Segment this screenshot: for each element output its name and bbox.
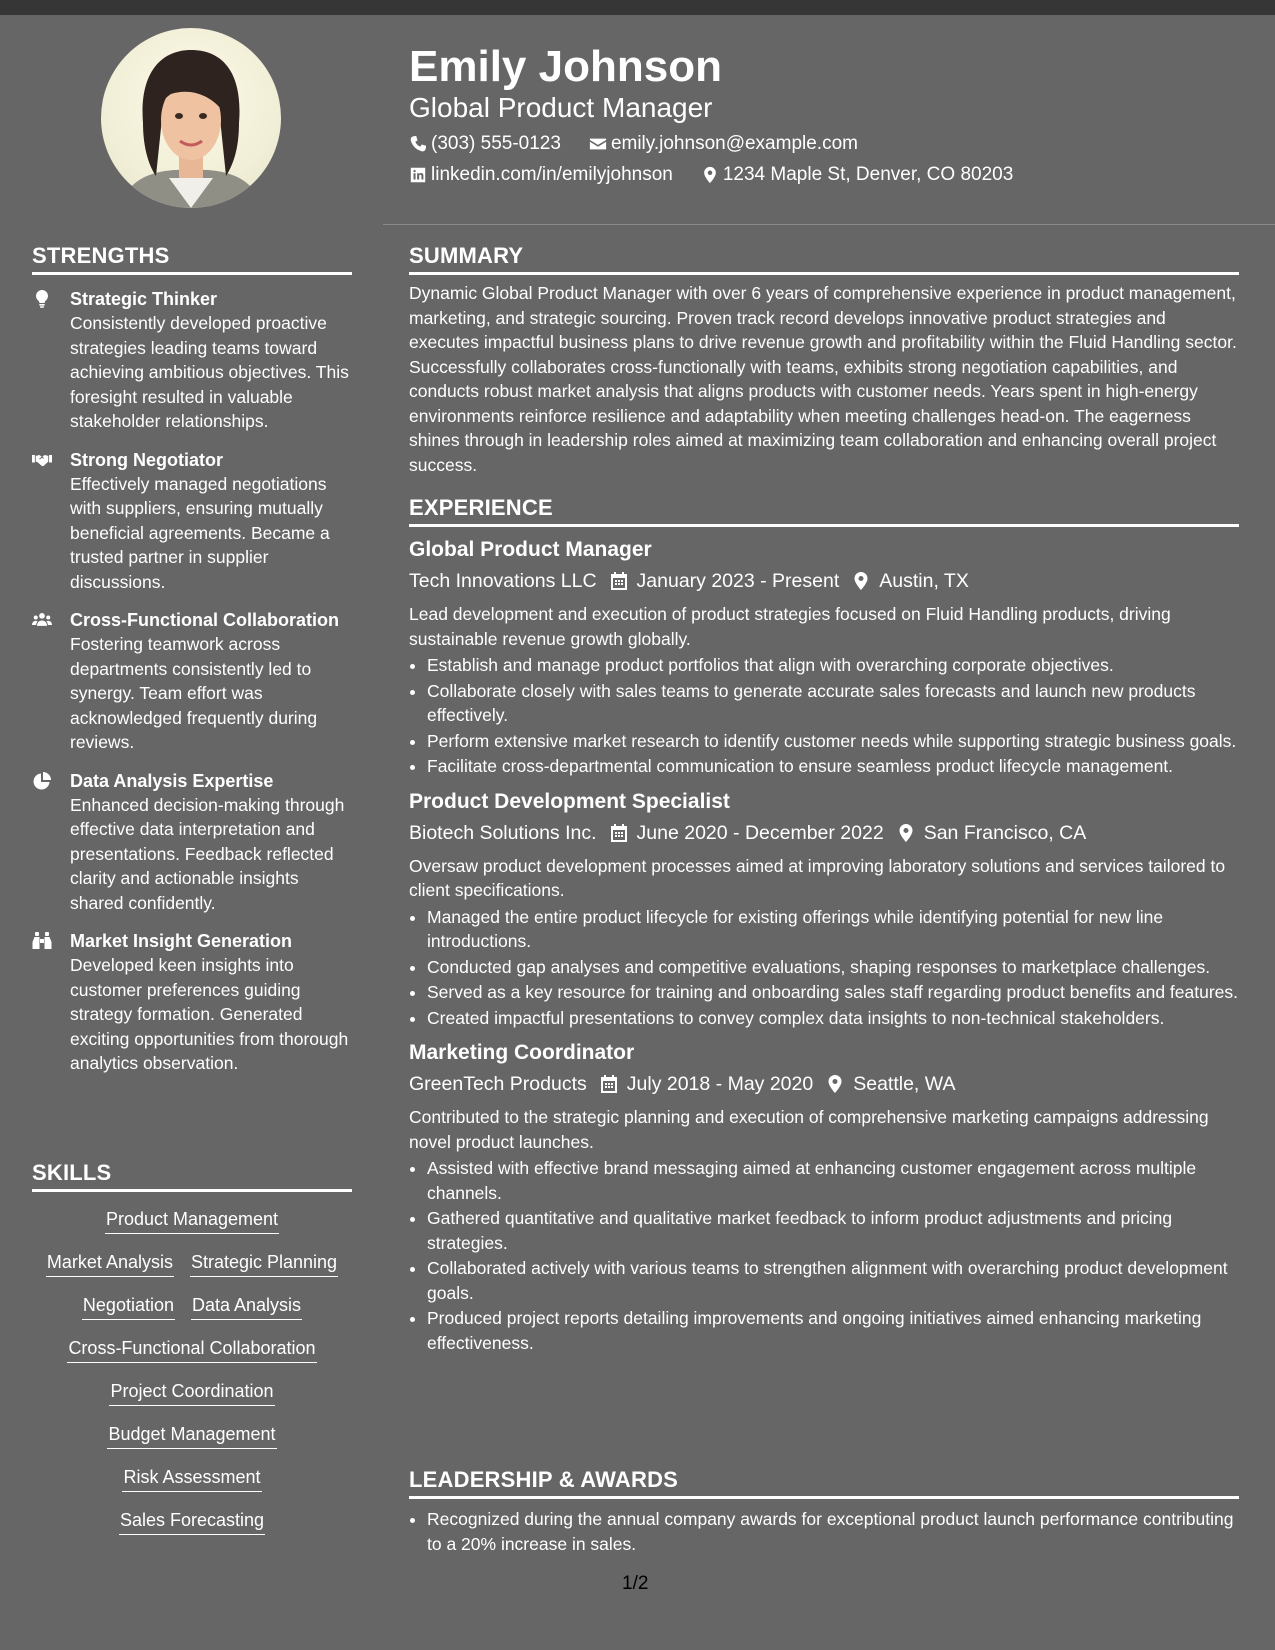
map-pin-icon bbox=[701, 166, 719, 184]
skill-tag: Sales Forecasting bbox=[119, 1507, 265, 1535]
job-dates: June 2020 - December 2022 bbox=[636, 821, 884, 844]
job-description: Contributed to the strategic planning and execution of comprehensive marketing campaigns addressing novel product launches. bbox=[409, 1107, 1209, 1152]
left-column bbox=[0, 15, 383, 1650]
job-meta bbox=[409, 1069, 1239, 1099]
strength-title: Cross-Functional Collaboration bbox=[70, 610, 340, 630]
calendar-icon bbox=[609, 823, 629, 843]
skill-tag: Data Analysis bbox=[191, 1292, 302, 1320]
strength-item bbox=[32, 929, 352, 1076]
email-text[interactable]: emily.johnson@example.com bbox=[610, 133, 858, 154]
strength-item bbox=[32, 287, 352, 434]
email-contact[interactable] bbox=[589, 133, 858, 155]
awards-bullets bbox=[409, 1507, 1239, 1556]
linkedin-text[interactable]: linkedin.com/in/emilyjohnson bbox=[431, 164, 673, 185]
summary-heading: SUMMARY bbox=[409, 243, 1239, 275]
strength-desc: Fostering teamwork across departments consistently led to synergy. Team effort was acknowledged frequently during reviews. bbox=[70, 634, 318, 752]
profile-photo bbox=[101, 28, 281, 208]
job-company: GreenTech Products bbox=[409, 1073, 587, 1095]
skills-section bbox=[32, 1160, 352, 1550]
linkedin-contact[interactable] bbox=[409, 164, 673, 186]
skill-tag: Strategic Planning bbox=[190, 1249, 338, 1277]
list-item: • Created impactful presentations to convey complex data insights to non-technical stakeholders. bbox=[427, 1006, 1239, 1031]
address-contact bbox=[701, 164, 1013, 186]
summary-section bbox=[409, 243, 1239, 477]
strength-title: Market Insight Generation bbox=[70, 931, 293, 951]
job-title: Marketing Coordinator bbox=[409, 1041, 635, 1064]
experience-heading: EXPERIENCE bbox=[409, 495, 1239, 527]
strength-title: Strong Negotiator bbox=[70, 449, 223, 470]
list-item: • Establish and manage product portfolios that align with overarching corporate objectives. bbox=[427, 653, 1239, 678]
list-item: • Conducted gap analyses and competitive evaluations, shaping responses to marketplace challenges. bbox=[427, 955, 1239, 980]
list-item: • Perform extensive market research to identify customer needs while supporting strategic business goals. bbox=[427, 729, 1239, 754]
calendar-icon bbox=[609, 571, 629, 591]
strength-item bbox=[32, 769, 352, 916]
strengths-heading: STRENGTHS bbox=[32, 243, 352, 275]
awards-heading: LEADERSHIP & AWARDS bbox=[409, 1467, 1239, 1499]
map-pin-icon bbox=[851, 571, 871, 591]
skill-tag: Project Coordination bbox=[109, 1378, 274, 1406]
list-item: • Managed the entire product lifecycle for existing offerings while identifying potential for new line introductions. bbox=[427, 905, 1239, 954]
job-meta bbox=[409, 566, 1239, 596]
list-item: • Assisted with effective brand messaging aimed at enhancing customer engagement across multiple channels. bbox=[427, 1156, 1239, 1205]
list-item: • Collaborate closely with sales teams to generate accurate sales forecasts and launch new products effectively. bbox=[427, 679, 1239, 728]
job-bullets bbox=[409, 1156, 1239, 1355]
strength-desc: Effectively managed negotiations with suppliers, ensuring mutually beneficial agreements. Became a trusted partner in supplier discussions. bbox=[70, 473, 330, 592]
header-divider bbox=[383, 224, 1275, 225]
job-meta bbox=[409, 818, 1239, 848]
phone-text: (303) 555-0123 bbox=[431, 133, 561, 154]
summary-text: Dynamic Global Product Manager with over 6 years of comprehensive experience in product management, marketing, and strategic sourcing. Proven track record develops innovative product strategies and executes impactful business plans to drive revenue growth and profitability within the Fluid Handling sector. Successfully collaborates cross-functionally with teams, exhibits strong negotiation capabilities, and conducts robust market analysis that aligns products with customer needs. Years spent in high-energy environments reinforce resilience and adaptability when meeting challenges head-on. The eagerness shines through in leadership roles aimed at maximizing team collaboration and enhancing overall project success. bbox=[409, 283, 1237, 475]
skill-tag: Budget Management bbox=[107, 1421, 276, 1449]
calendar-icon bbox=[599, 1074, 619, 1094]
skill-tag: Negotiation bbox=[82, 1292, 175, 1320]
job-description: Lead development and execution of product strategies focused on Fluid Handling products, driving sustainable revenue growth globally. bbox=[409, 604, 1171, 649]
strengths-section bbox=[32, 243, 352, 1090]
job-entry bbox=[409, 535, 1239, 779]
skill-tag: Market Analysis bbox=[46, 1249, 174, 1277]
awards-section bbox=[409, 1467, 1239, 1557]
job-dates: January 2023 - Present bbox=[636, 570, 840, 592]
job-entry bbox=[409, 787, 1239, 1031]
list-item: • Recognized during the annual company awards for exceptional product launch performance contributing to a 20% increase in sales. bbox=[427, 1507, 1239, 1556]
job-location: San Francisco, CA bbox=[923, 821, 1087, 844]
strength-item bbox=[32, 448, 352, 595]
skill-list bbox=[32, 1206, 352, 1550]
job-bullets bbox=[409, 905, 1239, 1031]
job-location: Seattle, WA bbox=[853, 1073, 956, 1095]
list-item: • Collaborated actively with various teams to strengthen alignment with overarching product development goals. bbox=[427, 1256, 1239, 1305]
job-entry bbox=[409, 1038, 1239, 1355]
page-number: 1/2 bbox=[622, 1573, 649, 1594]
pie-chart-icon bbox=[32, 769, 70, 916]
job-dates: July 2018 - May 2020 bbox=[626, 1073, 814, 1095]
list-item: • Facilitate cross-departmental communication to ensure seamless product lifecycle management. bbox=[427, 754, 1239, 779]
skill-tag: Cross-Functional Collaboration bbox=[67, 1335, 316, 1363]
candidate-title: Global Product Manager bbox=[409, 92, 713, 123]
contact-row-2 bbox=[409, 164, 1013, 186]
skill-tag: Product Management bbox=[105, 1206, 279, 1234]
phone-icon bbox=[409, 135, 427, 153]
job-company: Tech Innovations LLC bbox=[409, 570, 597, 592]
strength-desc: Enhanced decision-making through effective data interpretation and presentations. Feedback reflected clarity and actionable insights shared confidently. bbox=[70, 794, 345, 913]
strength-item bbox=[32, 608, 352, 755]
right-column bbox=[383, 15, 1275, 1650]
job-title: Product Development Specialist bbox=[409, 789, 730, 813]
candidate-name: Emily Johnson bbox=[409, 42, 722, 91]
top-bar bbox=[0, 0, 1275, 15]
list-item: • Produced project reports detailing improvements and ongoing initiatives aimed enhancing marketing effectiveness. bbox=[427, 1306, 1239, 1355]
job-title: Global Product Manager bbox=[409, 538, 652, 561]
skills-heading: SKILLS bbox=[32, 1160, 352, 1192]
users-icon bbox=[32, 608, 70, 755]
job-bullets bbox=[409, 653, 1239, 779]
binoculars-icon bbox=[32, 929, 70, 1076]
list-item: • Gathered quantitative and qualitative market feedback to inform product adjustments and pricing strategies. bbox=[427, 1206, 1239, 1255]
strength-desc: Consistently developed proactive strategies leading teams toward achieving ambitious objectives. This foresight resulted in valuable stakeholder relationships. bbox=[70, 313, 349, 431]
map-pin-icon bbox=[825, 1074, 845, 1094]
contact-row-1 bbox=[409, 133, 858, 155]
phone-contact bbox=[409, 133, 561, 155]
skill-tag: Risk Assessment bbox=[122, 1464, 261, 1492]
job-location: Austin, TX bbox=[879, 570, 969, 592]
strength-title: Strategic Thinker bbox=[70, 289, 218, 309]
address-text: 1234 Maple St, Denver, CO 80203 bbox=[722, 164, 1014, 185]
strength-desc: Developed keen insights into customer preferences guiding strategy formation. Generated exciting opportunities from thorough analytics observation. bbox=[70, 955, 349, 1073]
envelope-icon bbox=[589, 135, 607, 153]
map-pin-icon bbox=[896, 823, 916, 843]
lightbulb-icon bbox=[32, 287, 70, 434]
job-company: Biotech Solutions Inc. bbox=[409, 821, 597, 844]
list-item: • Served as a key resource for training and onboarding sales staff regarding product benefits and features. bbox=[427, 980, 1239, 1005]
strength-title: Data Analysis Expertise bbox=[70, 770, 274, 791]
experience-section bbox=[409, 495, 1239, 1356]
handshake-icon bbox=[32, 448, 70, 595]
job-description: Oversaw product development processes aimed at improving laboratory solutions and services tailored to client specifications. bbox=[409, 855, 1226, 900]
linkedin-icon bbox=[409, 166, 427, 184]
